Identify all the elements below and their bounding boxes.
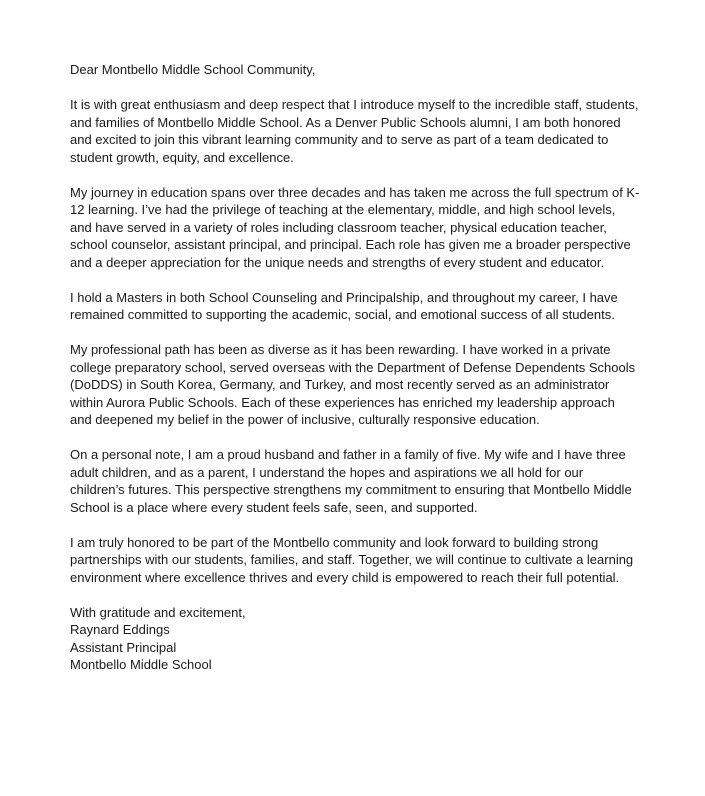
- closing-phrase: With gratitude and excitement,: [70, 604, 246, 620]
- letter-paragraph-career: My professional path has been as diverse as it has been rewarding. I have worked in a private college preparatory school, served overseas with the Department of Defense Dependents Schools (DoDDS) in South Korea, Germany, and Turkey, and most recently served as an administrator within Aurora Public Schools. Each of these experiences has enriched my leadership approach and deepened my belief in the power of inclusive, culturally responsive education.: [70, 342, 636, 427]
- signer-title: Assistant Principal: [70, 639, 177, 655]
- letter-paragraph-closing: I am truly honored to be part of the Montbello community and look forward to building strong partnerships with our students, families, and staff. Together, we will continue to cultivate a learning environment where excellence thrives and every child is empowered to reach their full potential.: [70, 534, 634, 585]
- signer-organization: Montbello Middle School: [70, 657, 212, 672]
- letter-paragraph-personal: On a personal note, I am a proud husband and father in a family of five. My wife and I have three adult children, and as a parent, I understand the hopes and aspirations we all hold for our children’s futures. This perspective strengthens my commitment to ensuring that Montbello Middle School is a place where every student feels safe, seen, and supported.: [70, 447, 632, 515]
- letter-greeting: Dear Montbello Middle School Community,: [70, 62, 316, 77]
- letter-paragraph-journey: My journey in education spans over three decades and has taken me across the full spectrum of K-12 learning. I’ve had the privilege of teaching at the elementary, middle, and high school levels, and have served in a variety of roles including classroom teacher, physical education teacher, school counselor, assistant principal, and principal. Each role has given me a broader perspective and a deeper appreciation for the unique needs and strengths of every student and educator.: [70, 184, 640, 270]
- signer-name: Raynard Eddings: [70, 622, 170, 637]
- signature-block: [70, 604, 640, 674]
- letter-paragraph-intro: It is with great enthusiasm and deep respect that I introduce myself to the incredible staff, students, and families of Montbello Middle School. As a Denver Public Schools alumni, I am both honored and excited to join this vibrant learning community and to serve as part of a team dedicated to student growth, equity, and excellence.: [70, 97, 639, 165]
- letter-body: [70, 61, 640, 674]
- letter-paragraph-education: I hold a Masters in both School Counseling and Principalship, and throughout my career, I have remained committed to supporting the academic, social, and emotional success of all students.: [70, 289, 618, 322]
